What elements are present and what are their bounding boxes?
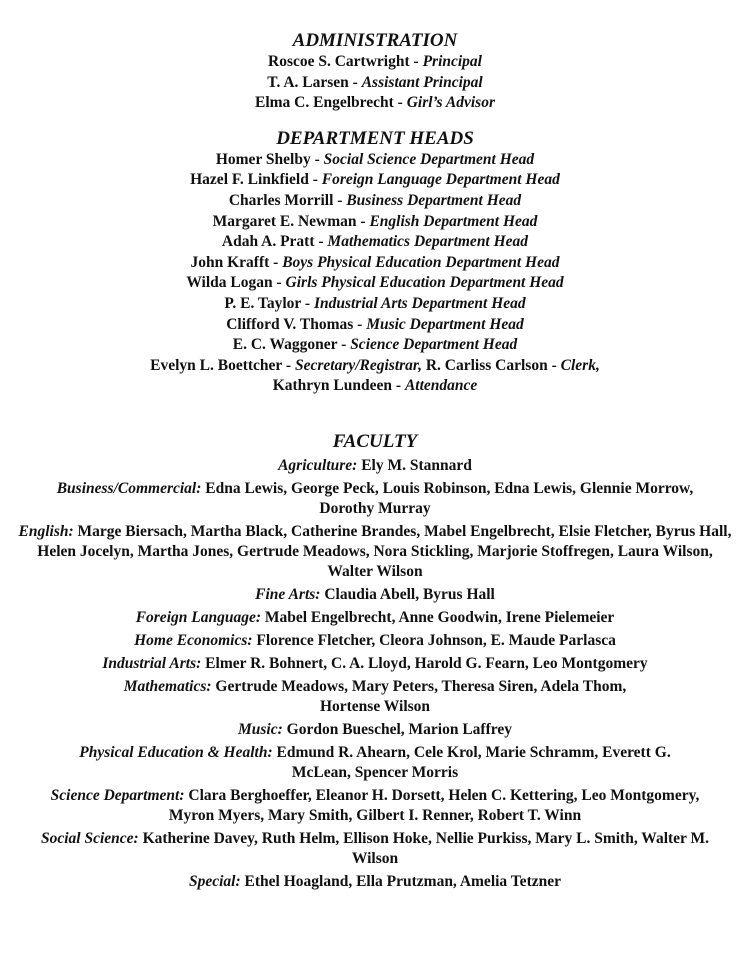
staff-name: Margaret E. Newman: [212, 212, 357, 230]
faculty-entry: [30, 456, 720, 476]
staff-name: Charles Morrill: [228, 191, 334, 209]
faculty-entry: [15, 522, 735, 582]
separator: -: [333, 191, 347, 209]
staff-name: Roscoe S. Cartwright: [268, 53, 410, 70]
staff-role: Girls Physical Education Department Head: [285, 274, 564, 292]
dept-head-row: [0, 150, 750, 171]
subject-label: Agriculture:: [278, 456, 358, 474]
staff-name: R. Carliss Carlson: [421, 356, 548, 374]
separator: -: [392, 377, 405, 395]
separator: -: [282, 356, 295, 374]
faculty-members: Edna Lewis, George Peck, Louis Robinson, Edna Lewis, Glennie Morrow, Dorothy Murray: [201, 479, 694, 517]
dept-head-row: [0, 191, 750, 212]
separator: -: [301, 294, 314, 312]
separator: -: [314, 233, 328, 251]
dept-head-row: [0, 253, 750, 274]
faculty-heading: FACULTY: [332, 430, 418, 452]
separator: -: [348, 73, 362, 91]
faculty-entry: [30, 829, 720, 869]
dept-head-row: [0, 273, 750, 294]
faculty-members: Edmund R. Ahearn, Cele Krol, Marie Schramm, Everett G. McLean, Spencer Morris: [272, 743, 671, 781]
faculty-members: Gertrude Meadows, Mary Peters, Theresa Siren, Adela Thom, Hortense Wilson: [211, 677, 627, 715]
admin-row: [0, 52, 750, 73]
faculty-members: Marge Biersach, Martha Black, Catherine Brandes, Mabel Engelbrecht, Elsie Fletcher, Byrus Hall, Helen Jocelyn, Martha Jones, Gertrude Meadows, Nora Stickling, Marjorie Stoffregen, Laura Wilson, Walter Wilson: [37, 522, 732, 580]
staff-role: Business Department Head: [346, 191, 522, 209]
faculty-entry: [30, 631, 720, 651]
faculty-members: Gordon Bueschel, Marion Laffrey: [282, 720, 512, 738]
staff-role: Assistant Principal: [361, 73, 483, 91]
faculty-members: Claudia Abell, Byrus Hall: [320, 585, 495, 603]
separator: -: [356, 212, 370, 230]
subject-label: Music:: [238, 720, 283, 738]
staff-role: Clerk,: [560, 356, 600, 374]
dept-head-row: [0, 315, 750, 336]
faculty-members: Elmer R. Bohnert, C. A. Lloyd, Harold G. Fearn, Leo Montgomery: [201, 654, 648, 672]
faculty-entry: [30, 654, 720, 674]
subject-label: Fine Arts:: [255, 585, 321, 603]
dept-head-row: [0, 232, 750, 253]
staff-name: John Krafft: [190, 253, 270, 271]
staff-name: Hazel F. Linkfield: [190, 171, 309, 189]
subject-label: Mathematics:: [123, 677, 212, 695]
subject-label: English:: [18, 522, 74, 540]
staff-role: Secretary/Registrar,: [294, 356, 422, 374]
staff-name: Elma C. Engelbrecht: [255, 94, 394, 112]
staff-name: T. A. Larsen: [267, 73, 349, 91]
staff-name: Homer Shelby: [215, 150, 311, 168]
faculty-entry: [30, 872, 720, 892]
faculty-section: [0, 431, 750, 892]
staff-role: Boys Physical Education Department Head: [282, 253, 560, 271]
separator: -: [353, 315, 367, 333]
staff-role: Attendance: [404, 377, 478, 395]
staff-role: Music Department Head: [366, 315, 524, 333]
faculty-entry: [30, 720, 720, 740]
staff-role: Science Department Head: [350, 336, 518, 354]
staff-name: Wilda Logan: [186, 274, 273, 292]
faculty-members: Katherine Davey, Ruth Helm, Ellison Hoke, Nellie Purkiss, Mary L. Smith, Walter M. Wilson: [138, 829, 710, 867]
department-heads-heading: DEPARTMENT HEADS: [276, 127, 474, 149]
office-staff-row: [0, 356, 750, 377]
staff-role: Principal: [422, 53, 482, 70]
subject-label: Home Economics:: [134, 631, 253, 649]
dept-head-row: [0, 335, 750, 356]
office-staff-row: [0, 376, 750, 397]
subject-label: Social Science:: [40, 829, 139, 847]
subject-label: Business/Commercial:: [56, 479, 202, 497]
faculty-members: Clara Berghoeffer, Eleanor H. Dorsett, Helen C. Kettering, Leo Montgomery, Myron Myers, Mary Smith, Gilbert I. Renner, Robert T. Winn: [168, 786, 700, 824]
admin-row: [0, 73, 750, 94]
staff-name: Adah A. Pratt: [221, 233, 315, 251]
subject-label: Special:: [189, 872, 241, 890]
faculty-entry: [30, 585, 720, 605]
faculty-entry: [75, 743, 675, 783]
separator: -: [269, 253, 283, 271]
staff-role: Social Science Department Head: [323, 150, 535, 168]
faculty-entry: [95, 677, 655, 717]
staff-role: Mathematics Department Head: [327, 233, 529, 251]
administration-heading: ADMINISTRATION: [292, 30, 458, 51]
staff-name: Clifford V. Thomas: [226, 315, 354, 333]
separator: -: [272, 274, 286, 292]
faculty-members: Florence Fletcher, Cleora Johnson, E. Maude Parlasca: [252, 631, 616, 649]
faculty-members: Mabel Engelbrecht, Anne Goodwin, Irene Pielemeier: [261, 608, 615, 626]
separator: -: [409, 53, 423, 70]
staff-role: Girl’s Advisor: [406, 94, 495, 112]
staff-name: Kathryn Lundeen: [272, 377, 393, 395]
subject-label: Foreign Language:: [135, 608, 261, 626]
staff-role: English Department Head: [369, 212, 538, 230]
staff-name: Evelyn L. Boettcher: [150, 356, 283, 374]
separator: -: [337, 336, 351, 354]
staff-role: Foreign Language Department Head: [321, 171, 560, 189]
separator: -: [393, 94, 407, 112]
separator: -: [310, 150, 324, 168]
faculty-entry: [30, 608, 720, 628]
staff-role: Industrial Arts Department Head: [313, 294, 526, 312]
subject-label: Physical Education & Health:: [79, 743, 273, 761]
administration-section: [0, 30, 750, 114]
faculty-members: Ely M. Stannard: [357, 456, 472, 474]
dept-head-row: [0, 294, 750, 315]
dept-head-row: [0, 212, 750, 233]
staff-name: P. E. Taylor: [224, 294, 302, 312]
separator: -: [547, 356, 561, 374]
separator: -: [308, 171, 322, 189]
subject-label: Science Department:: [50, 786, 185, 804]
faculty-entry: [50, 479, 700, 519]
faculty-members: Ethel Hoagland, Ella Prutzman, Amelia Tetzner: [240, 872, 561, 890]
staff-name: E. C. Waggoner: [232, 336, 338, 354]
subject-label: Industrial Arts:: [102, 654, 202, 672]
department-heads-section: [0, 128, 750, 397]
faculty-entry: [30, 786, 720, 826]
dept-head-row: [0, 170, 750, 191]
admin-row: [0, 93, 750, 114]
